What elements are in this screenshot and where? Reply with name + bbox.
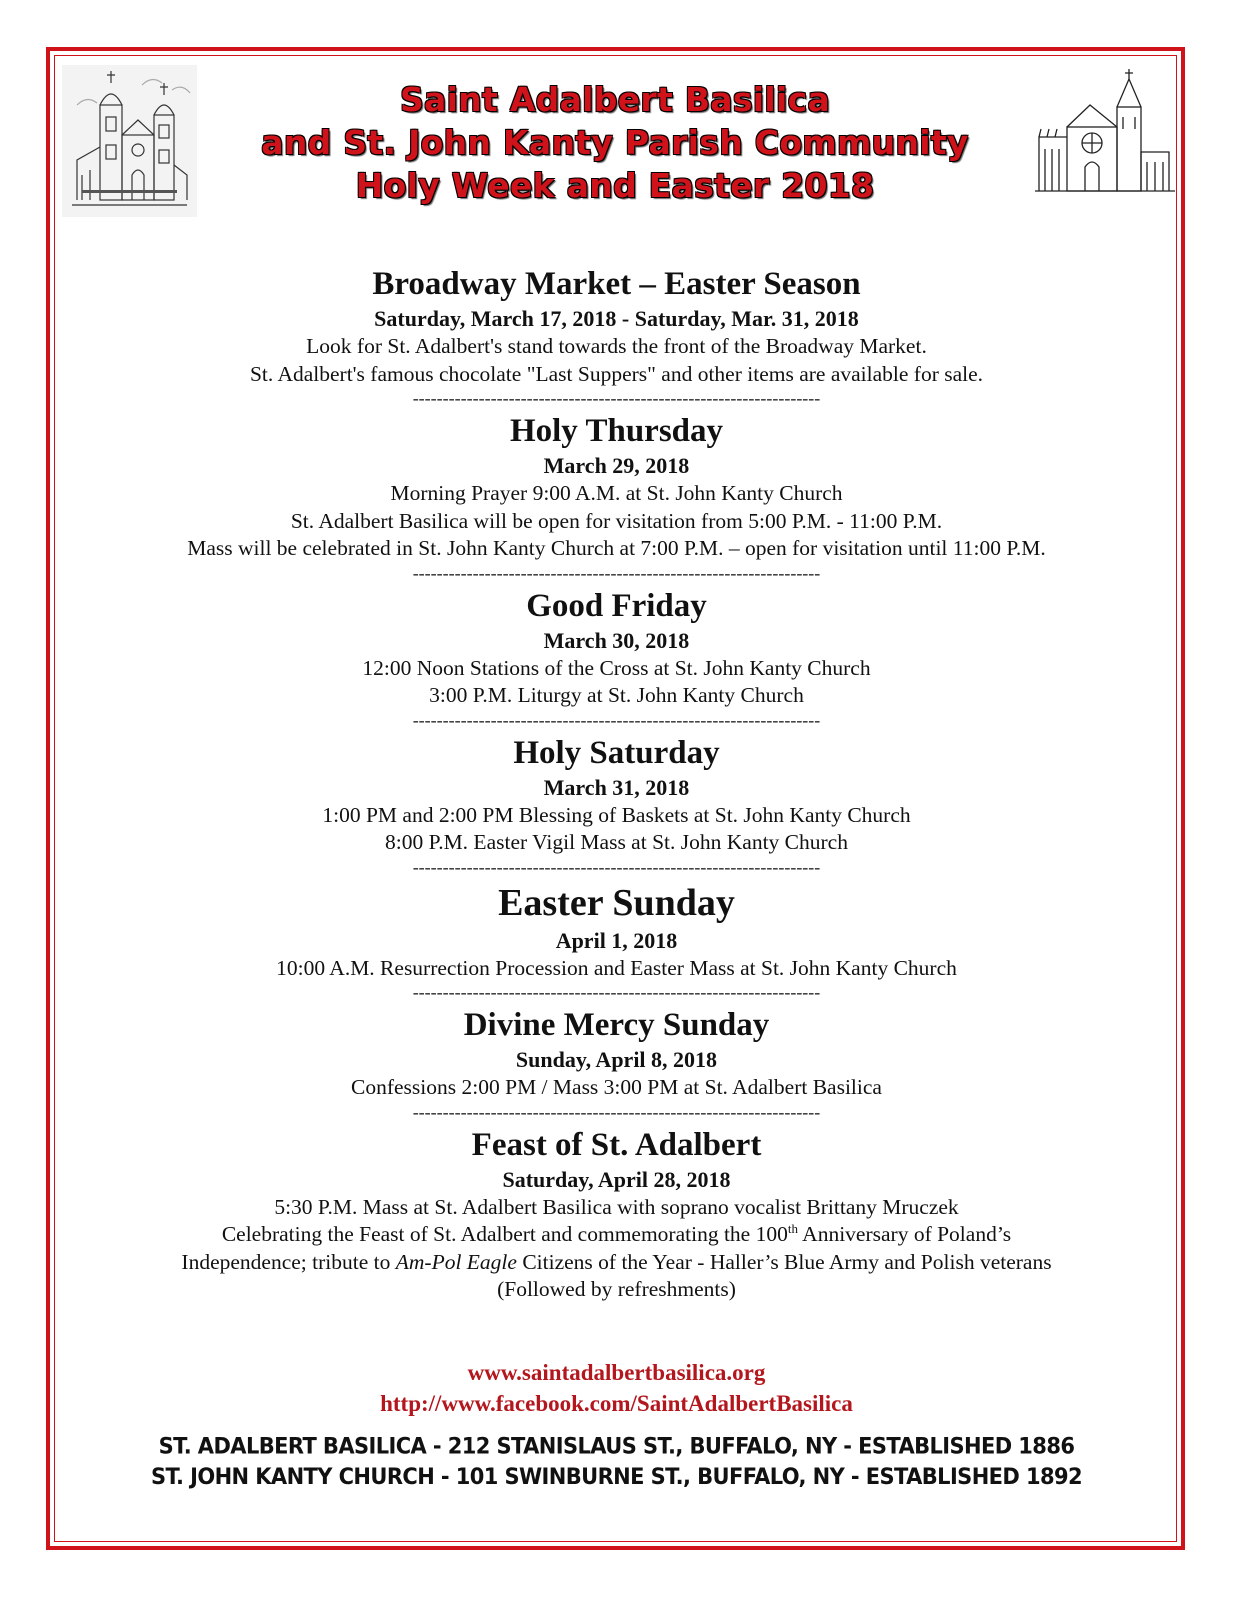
section-date: March 29, 2018 xyxy=(543,453,690,478)
section-line xyxy=(60,1221,1173,1249)
section-title: Holy Saturday xyxy=(513,734,720,771)
divider: -------------------------------------------------------------------- xyxy=(412,856,821,877)
divider: -------------------------------------------------------------------- xyxy=(412,562,821,583)
header-title-line1: Saint Adalbert Basilica xyxy=(399,80,831,119)
section-date: Sunday, April 8, 2018 xyxy=(515,1047,718,1072)
section-holy-thursday xyxy=(60,410,1173,563)
section-title: Good Friday xyxy=(526,587,707,624)
section-line: 8:00 P.M. Easter Vigil Mass at St. John Kanty Church xyxy=(385,830,848,854)
section-line: 5:30 P.M. Mass at St. Adalbert Basilica with soprano vocalist Brittany Mruczek xyxy=(274,1194,959,1219)
divider: -------------------------------------------------------------------- xyxy=(412,388,821,408)
header-title-line2: and St. John Kanty Parish Community xyxy=(261,123,969,162)
section-line: St. Adalbert's famous chocolate "Last Suppers" and other items are available for sale. xyxy=(249,361,984,386)
section-title: Holy Thursday xyxy=(509,413,724,449)
section-date: April 1, 2018 xyxy=(555,927,678,953)
footer xyxy=(60,1432,1173,1493)
section-line-text: Celebrating the Feast of St. Adalbert and commemorating the 100 xyxy=(221,1222,788,1246)
kanty-church-drawing xyxy=(1035,67,1175,197)
footer-line2: ST. JOHN KANTY CHURCH - 101 SWINBURNE ST., BUFFALO, NY - ESTABLISHED 1892 xyxy=(150,1464,1083,1490)
section-line: 3:00 P.M. Liturgy at St. John Kanty Church xyxy=(429,683,804,707)
section-title: Feast of St. Adalbert xyxy=(471,1126,762,1163)
section-line: Mass will be celebrated in St. John Kanty Church at 7:00 P.M. – open for visitation until 11:00 P.M. xyxy=(187,536,1046,560)
section-line: St. Adalbert Basilica will be open for visitation from 5:00 P.M. - 11:00 P.M. xyxy=(290,508,943,533)
section-good-friday xyxy=(60,585,1173,710)
facebook-link[interactable]: http://www.facebook.com/SaintAdalbertBasilica xyxy=(380,1391,853,1416)
section-date: March 31, 2018 xyxy=(543,774,690,800)
section-line: 1:00 PM and 2:00 PM Blessing of Baskets at St. John Kanty Church xyxy=(322,802,911,827)
section-line-text: Anniversary of Poland’s xyxy=(797,1222,1012,1246)
section-title: Divine Mercy Sunday xyxy=(463,1007,770,1043)
divider: -------------------------------------------------------------------- xyxy=(412,709,821,730)
section-title: Broadway Market – Easter Season xyxy=(372,266,861,302)
section-holy-saturday xyxy=(60,732,1173,857)
section-date: Saturday, April 28, 2018 xyxy=(502,1166,731,1192)
superscript-ordinal: th xyxy=(787,1220,798,1236)
section-easter-sunday xyxy=(60,879,1173,983)
links xyxy=(60,1357,1173,1419)
section-line: Confessions 2:00 PM / Mass 3:00 PM at St. Adalbert Basilica xyxy=(351,1075,882,1099)
section-line-text: Independence; tribute to xyxy=(181,1249,396,1274)
basilica-drawing xyxy=(62,65,197,217)
footer-line1: ST. ADALBERT BASILICA - 212 STANISLAUS ST., BUFFALO, NY - ESTABLISHED 1886 xyxy=(158,1433,1075,1459)
section-line: (Followed by refreshments) xyxy=(497,1277,736,1301)
section-line: 12:00 Noon Stations of the Cross at St. John Kanty Church xyxy=(362,655,871,680)
section-date: Saturday, March 17, 2018 - Saturday, Mar. 31, 2018 xyxy=(374,306,859,331)
section-divine-mercy-sunday xyxy=(60,1004,1173,1102)
schedule xyxy=(60,263,1173,1304)
section-title: Easter Sunday xyxy=(498,881,735,924)
website-link[interactable]: www.saintadalbertbasilica.org xyxy=(467,1360,766,1385)
section-line xyxy=(60,1249,1173,1277)
page-header xyxy=(200,78,1030,207)
divider: -------------------------------------------------------------------- xyxy=(412,982,821,1002)
section-broadway-market xyxy=(60,263,1173,388)
section-line: 10:00 A.M. Resurrection Procession and Easter Mass at St. John Kanty Church xyxy=(276,955,957,980)
section-line: Morning Prayer 9:00 A.M. at St. John Kanty Church xyxy=(390,481,843,505)
publication-name: Am-Pol Eagle xyxy=(395,1249,517,1274)
section-line: Look for St. Adalbert's stand towards the front of the Broadway Market. xyxy=(306,334,927,358)
header-title-line3: Holy Week and Easter 2018 xyxy=(355,166,875,205)
section-line-text: Citizens of the Year - Haller’s Blue Army and Polish veterans xyxy=(516,1249,1052,1274)
section-feast-of-st-adalbert xyxy=(60,1124,1173,1304)
divider: -------------------------------------------------------------------- xyxy=(412,1101,821,1122)
section-date: March 30, 2018 xyxy=(543,627,690,653)
